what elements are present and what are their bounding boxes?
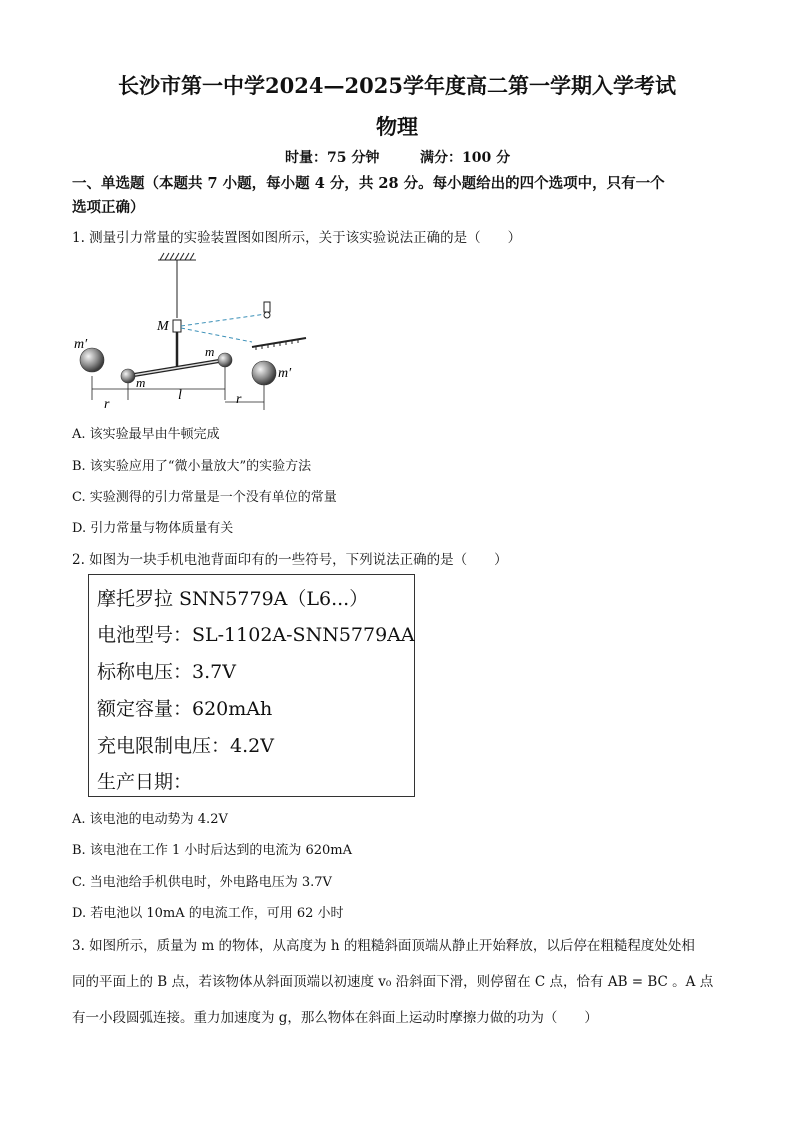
q2-option-c: C. 当电池给手机供电时，外电路电压为 3.7V: [72, 875, 332, 890]
battery-label-box: [88, 574, 415, 797]
light-beam-in: [181, 314, 266, 326]
section-heading-line2: 选项正确）: [72, 199, 145, 216]
question-1-stem: 1. 测量引力常量的实验装置图如图所示，关于该实验说法正确的是（ ）: [72, 230, 522, 246]
label-m-top: m: [205, 344, 215, 359]
battery-line-voltage: 标称电压：3.7V: [97, 661, 236, 683]
large-ball-right: [252, 361, 276, 385]
light-source-icon: [264, 302, 270, 318]
q1-option-c: C. 实验测得的引力常量是一个没有单位的常量: [72, 490, 337, 505]
label-m-bottom: m: [136, 375, 146, 390]
q1-option-b: B. 该实验应用了“微小量放大”的实验方法: [72, 459, 312, 474]
label-r-right: r: [236, 392, 242, 407]
label-M: M: [157, 319, 169, 334]
battery-line-capacity: 额定容量：620mAh: [97, 698, 273, 720]
small-ball-right: [218, 353, 232, 367]
mirror: [173, 320, 181, 332]
label-m-prime-right: m′: [278, 366, 292, 381]
battery-line-brand: 摩托罗拉 SNN5779A（L6...）: [97, 588, 369, 610]
question-3-line2: 同的平面上的 B 点，若该物体从斜面顶端以初速度 v₀ 沿斜面下滑，则停留在 C 点，恰有 AB = BC 。A 点: [72, 974, 714, 990]
section-heading-line1: 一、单选题（本题共 7 小题，每小题 4 分，共 28 分。每小题给出的四个选项中，只有一个: [72, 175, 665, 192]
question-3-line3: 有一小段圆弧连接。重力加速度为 g，那么物体在斜面上运动时摩擦力做的功为（ ）: [72, 1010, 598, 1026]
exam-time: 时量：75 分钟: [285, 150, 380, 166]
q1-option-a: A. 该实验最早由牛顿完成: [72, 427, 220, 442]
torsion-balance-figure: [70, 250, 330, 415]
battery-line-date: 生产日期：: [97, 771, 193, 793]
battery-line-charge-voltage: 充电限制电压：4.2V: [97, 735, 274, 757]
exam-title: 长沙市第一中学2024—2025学年度高二第一学期入学考试: [118, 73, 676, 98]
scale-ruler: [252, 338, 306, 350]
exam-score: 满分：100 分: [420, 150, 511, 166]
question-2-stem: 2. 如图为一块手机电池背面印有的一些符号，下列说法正确的是（ ）: [72, 552, 508, 568]
light-beam-out: [181, 328, 252, 342]
ceiling-hatch: [158, 253, 196, 260]
subject-title: 物理: [376, 114, 418, 139]
battery-line-model: 电池型号：SL-1102A-SNN5779AA: [97, 624, 415, 646]
small-ball-left: [121, 369, 135, 383]
label-l: l: [178, 388, 182, 403]
q2-option-b: B. 该电池在工作 1 小时后达到的电流为 620mA: [72, 843, 353, 858]
label-m-prime-left: m′: [74, 337, 88, 352]
q2-option-d: D. 若电池以 10mA 的电流工作，可用 62 小时: [72, 906, 344, 921]
q1-option-d: D. 引力常量与物体质量有关: [72, 521, 234, 536]
label-r-left: r: [104, 397, 110, 412]
question-3-line1: 3. 如图所示，质量为 m 的物体，从高度为 h 的粗糙斜面顶端从静止开始释放，以后停在粗糙程度处处相: [72, 938, 695, 954]
q2-option-a: A. 该电池的电动势为 4.2V: [72, 812, 228, 827]
